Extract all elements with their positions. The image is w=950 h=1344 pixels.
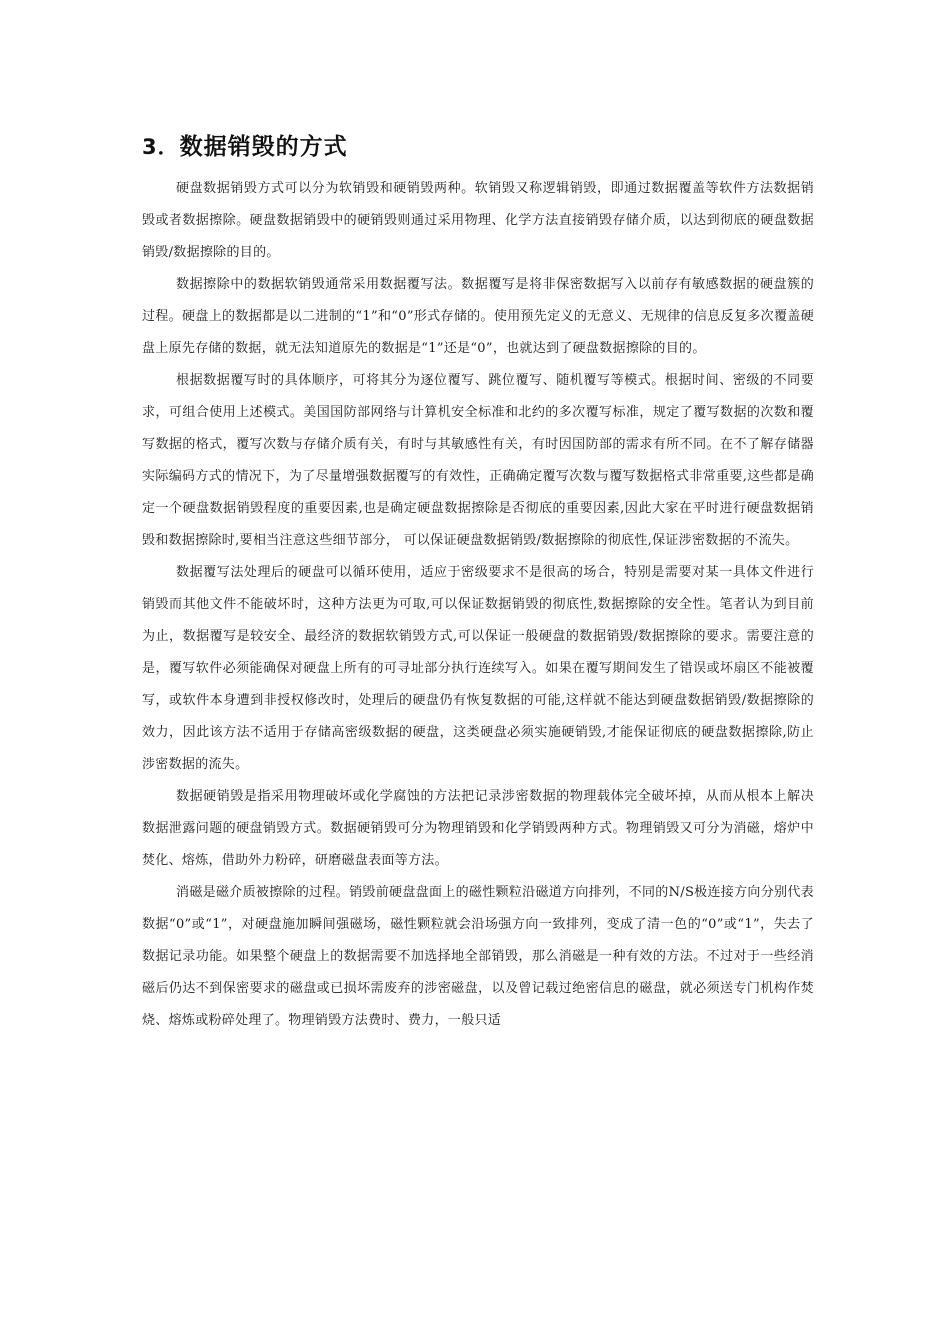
paragraph-overwrite-method: 数据擦除中的数据软销毁通常采用数据覆写法。数据覆写是将非保密数据写入以前存有敏感数据的硬盘簇的过程。硬盘上的数据都是以二进制的“1”和“0”形式存储的。使用预先定义的无意义、无规律的信息反复多次覆盖硬盘上原先存储的数据，就无法知道原先的数据是“1”还是“0”，也就达到了硬盘数据擦除的目的。 bbox=[142, 277, 814, 356]
body-text bbox=[142, 173, 814, 1037]
section-title: 数据销毁的方式 bbox=[179, 133, 348, 161]
paragraph-degaussing: 消磁是磁介质被擦除的过程。销毁前硬盘盘面上的磁性颗粒沿磁道方向排列，不同的N/S极连接方向分别代表数据“0”或“1”，对硬盘施加瞬间强磁场，磁性颗粒就会沿场强方向一致排列，变成了清一色的“0”或“1”，失去了数据记录功能。如果整个硬盘上的数据需要不加选择地全部销毁，那么消磁是一种有效的方法。不过对于一些经消磁后仍达不到保密要求的磁盘或已损坏需废弃的涉密磁盘，以及曾记载过绝密信息的磁盘，就必须送专门机构作焚烧、熔炼或粉碎处理了。物理销毁方法费时、费力，一般只适 bbox=[142, 885, 814, 1028]
paragraph-soft-hard-destruction: 硬盘数据销毁方式可以分为软销毁和硬销毁两种。软销毁又称逻辑销毁，即通过数据覆盖等软件方法数据销毁或者数据擦除。硬盘数据销毁中的硬销毁则通过采用物理、化学方法直接销毁存储介质，以达到彻底的硬盘数据销毁/数据擦除的目的。 bbox=[142, 181, 814, 260]
section-number: 3． bbox=[142, 135, 180, 160]
paragraph-hard-destruction: 数据硬销毁是指采用物理破坏或化学腐蚀的方法把记录涉密数据的物理载体完全破坏掉，从而从根本上解决数据泄露问题的硬盘销毁方式。数据硬销毁可分为物理销毁和化学销毁两种方式。物理销毁又可分为消磁，熔炉中焚化、熔炼，借助外力粉碎，研磨磁盘表面等方法。 bbox=[142, 789, 814, 868]
section-heading bbox=[142, 129, 348, 165]
paragraph-overwrite-modes: 根据数据覆写时的具体顺序，可将其分为逐位覆写、跳位覆写、随机覆写等模式。根据时间、密级的不同要求，可组合使用上述模式。美国国防部网络与计算机安全标准和北约的多次覆写标准，规定了覆写数据的次数和覆写数据的格式，覆写次数与存储介质有关，有时与其敏感性有关，有时因国防部的需求有所不同。在不了解存储器实际编码方式的情况下，为了尽量增强数据覆写的有效性，正确确定覆写次数与覆写数据格式非常重要,这些都是确定一个硬盘数据销毁程度的重要因素,也是确定硬盘数据擦除是否彻底的重要因素,因此大家在平时进行硬盘数据销毁和数据擦除时,要相当注意这些细节部分， 可以保证硬盘数据销毁/数据擦除的彻底性,保证涉密数据的不流失。 bbox=[142, 373, 814, 548]
paragraph-overwrite-reuse: 数据覆写法处理后的硬盘可以循环使用，适应于密级要求不是很高的场合，特别是需要对某一具体文件进行销毁而其他文件不能破坏时，这种方法更为可取,可以保证数据销毁的彻底性,数据擦除的安全性。笔者认为到目前为止，数据覆写是较安全、最经济的数据软销毁方式,可以保证一般硬盘的数据销毁/数据擦除的要求。需要注意的是，覆写软件必须能确保对硬盘上所有的可寻址部分执行连续写入。如果在覆写期间发生了错误或坏扇区不能被覆写，或软件本身遭到非授权修改时，处理后的硬盘仍有恢复数据的可能,这样就不能达到硬盘数据销毁/数据擦除的效力，因此该方法不适用于存储高密级数据的硬盘，这类硬盘必须实施硬销毁,才能保证彻底的硬盘数据擦除,防止涉密数据的流失。 bbox=[142, 565, 814, 772]
